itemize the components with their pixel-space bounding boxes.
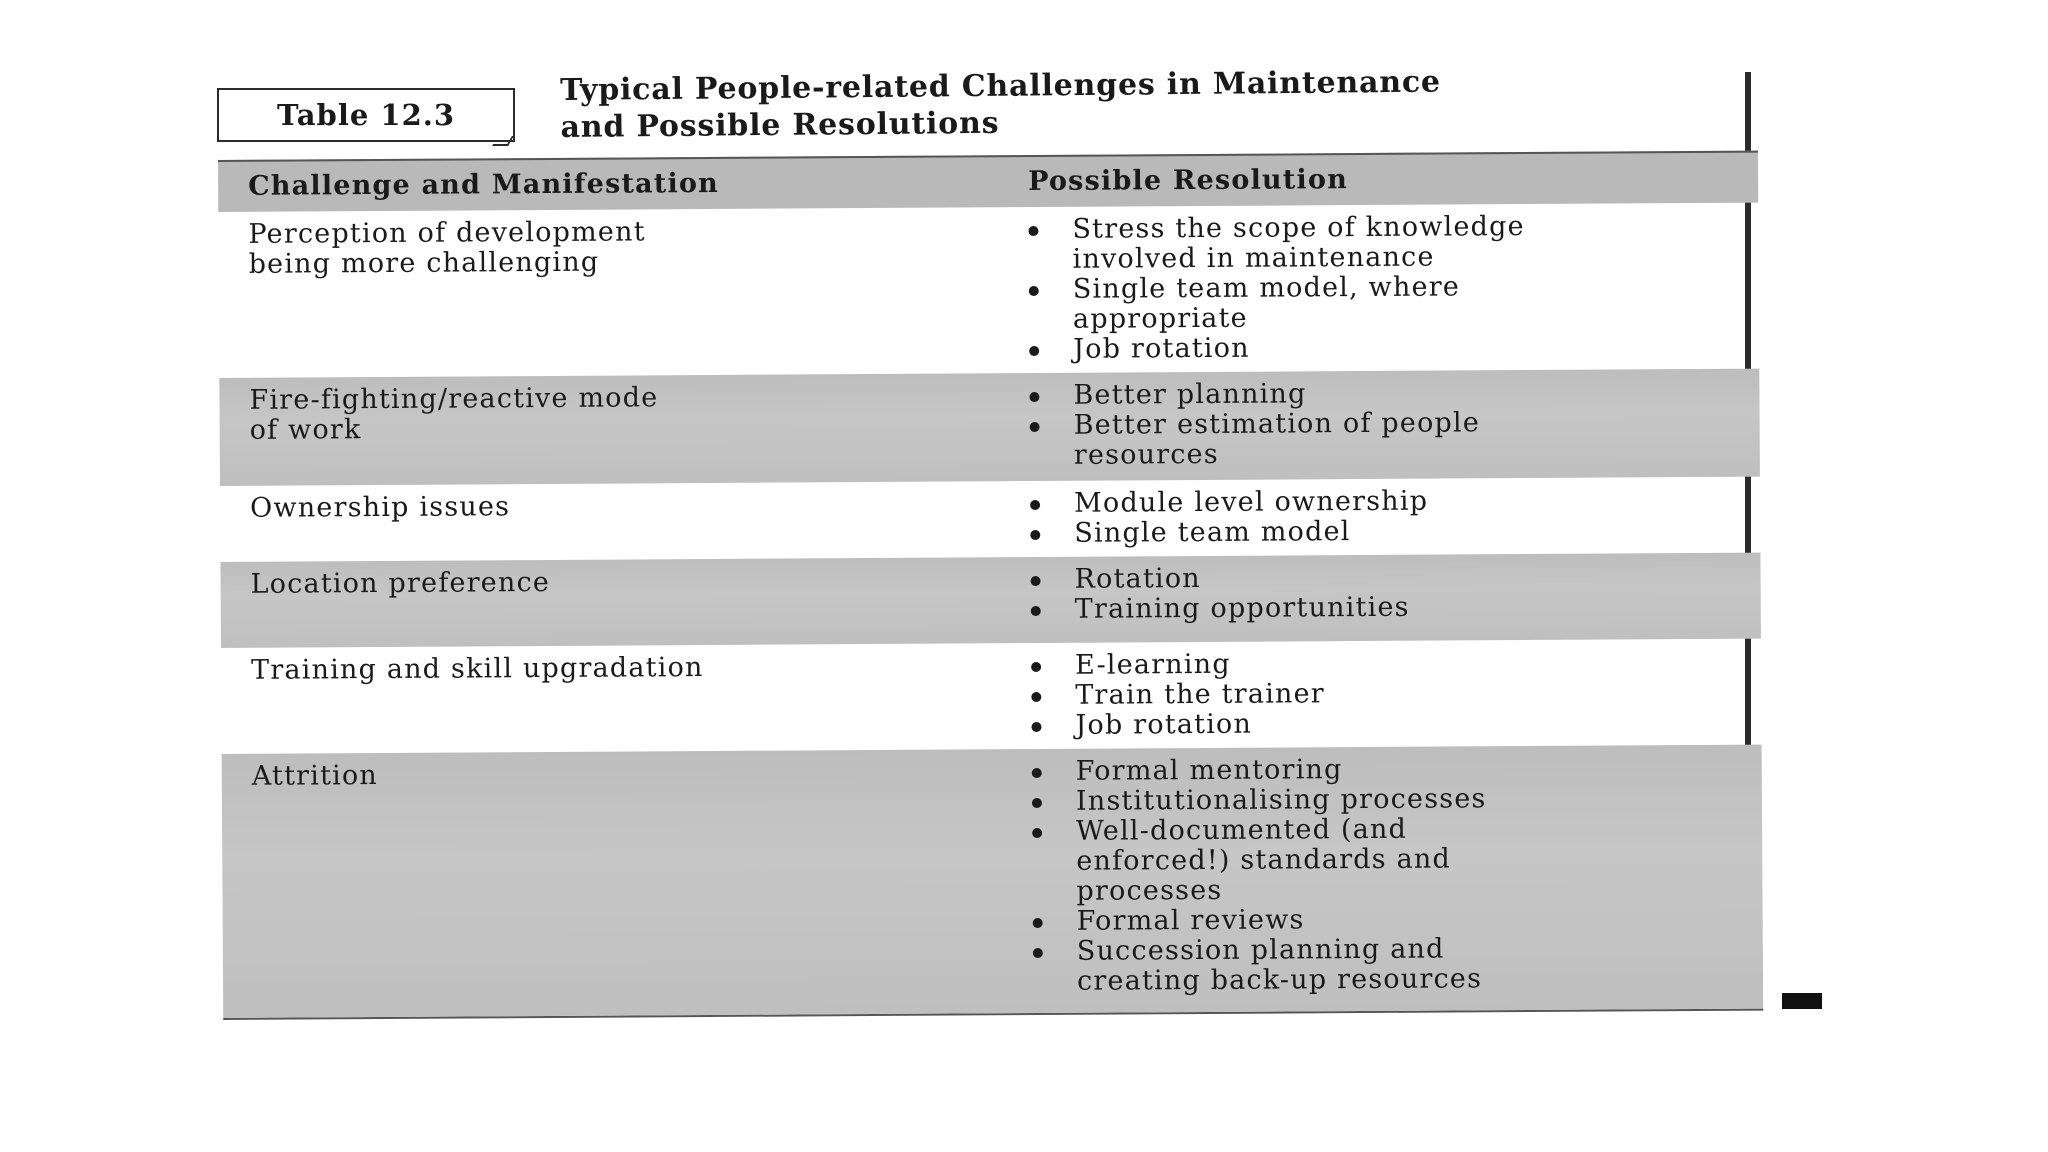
challenge-text-line: Ownership issues (250, 491, 511, 524)
table-body (218, 203, 1763, 1018)
resolution-item (1074, 407, 1760, 471)
challenge-cell (220, 557, 991, 648)
challenge-cell (219, 373, 990, 486)
challenge-cell (222, 749, 994, 1018)
resolution-text-line: Rotation (1074, 563, 1201, 595)
challenge-text-line: Training and skill upgradation (251, 652, 704, 686)
resolution-item (1075, 677, 1761, 711)
table-row (222, 745, 1764, 1018)
resolution-item (1074, 515, 1760, 549)
resolution-item (1074, 485, 1760, 519)
resolution-text-line: enforced!) standards and (1076, 843, 1452, 877)
table-number-box (217, 88, 515, 142)
resolution-text-line: Job rotation (1073, 332, 1250, 365)
resolution-text-line: Well-documented (and (1076, 813, 1408, 847)
resolution-item (1077, 903, 1763, 937)
resolution-text-line: creating back-up resources (1076, 963, 1483, 997)
table-header-row (218, 151, 1758, 212)
resolution-text-line: Train the trainer (1075, 678, 1325, 711)
resolution-text-line: Job rotation (1075, 708, 1253, 741)
table-row (220, 553, 1760, 648)
challenge-text-line: Perception of development (248, 216, 646, 250)
resolution-text-line: Institutionalising processes (1075, 783, 1487, 817)
resolution-text-line: Formal reviews (1076, 904, 1305, 937)
challenge-text-line: Location preference (250, 566, 551, 600)
resolution-item (1072, 211, 1758, 275)
header-resolution: Possible Resolution (1028, 164, 1349, 198)
table-title-line-2: and Possible Resolutions (560, 105, 1000, 145)
challenge-text-line: Attrition (251, 760, 379, 792)
box-corner-decoration (492, 136, 514, 146)
resolution-text-line: Stress the scope of knowledge (1072, 211, 1525, 245)
resolution-item (1074, 561, 1760, 595)
resolution-text-line: Formal mentoring (1075, 754, 1343, 787)
challenge-text-line: Fire-fighting/reactive mode (249, 382, 659, 416)
table-row (220, 477, 1760, 562)
resolution-text-line: appropriate (1072, 302, 1248, 335)
resolution-text-line: Training opportunities (1074, 591, 1410, 625)
resolution-item (1075, 647, 1761, 681)
table-row (218, 203, 1759, 378)
challenge-text-line: being more challenging (248, 246, 600, 280)
resolution-item (1076, 753, 1762, 787)
page-margin-rule-foot (1782, 993, 1822, 1009)
resolution-cell (990, 553, 1761, 644)
resolution-text-line: Better estimation of people (1073, 407, 1481, 441)
resolution-item (1076, 783, 1762, 817)
table-row (219, 369, 1760, 486)
resolution-text-line: Single team model (1074, 516, 1351, 549)
resolution-cell (989, 369, 1760, 482)
resolution-list (1072, 211, 1759, 365)
resolution-text-line: resources (1073, 438, 1219, 471)
resolution-item (1076, 813, 1763, 907)
table-title (560, 61, 1751, 146)
resolution-cell (992, 745, 1764, 1014)
challenge-cell (221, 643, 992, 754)
resolution-list (1073, 377, 1760, 471)
resolution-text-line: Single team model, where (1072, 271, 1461, 305)
resolution-text-line: Module level ownership (1074, 485, 1429, 519)
resolution-text-line: involved in maintenance (1072, 241, 1435, 275)
resolution-list (1074, 485, 1760, 549)
resolution-cell (988, 203, 1759, 374)
resolution-cell (991, 639, 1762, 750)
table-number-label: Table 12.3 (276, 98, 456, 132)
table-title-line-1: Typical People-related Challenges in Maintenance (560, 64, 1442, 108)
resolution-text-line: processes (1076, 874, 1223, 907)
resolution-item (1073, 377, 1759, 411)
resolution-text-line: Better planning (1073, 378, 1307, 411)
resolution-item (1075, 707, 1761, 741)
resolution-list (1076, 753, 1763, 997)
challenge-text-line: of work (249, 414, 362, 446)
resolution-list (1074, 561, 1760, 625)
resolution-text-line: Succession planning and (1076, 933, 1445, 967)
resolution-item (1075, 591, 1761, 625)
resolution-item (1073, 331, 1759, 365)
challenges-table (218, 151, 1763, 1020)
resolution-list (1075, 647, 1762, 741)
header-challenge: Challenge and Manifestation (248, 167, 720, 202)
resolution-item (1077, 933, 1763, 997)
challenge-cell (218, 207, 989, 378)
resolution-text-line: E-learning (1075, 648, 1231, 681)
resolution-item (1073, 271, 1759, 335)
resolution-cell (990, 477, 1760, 558)
table-row (221, 639, 1762, 754)
challenge-cell (220, 481, 990, 562)
